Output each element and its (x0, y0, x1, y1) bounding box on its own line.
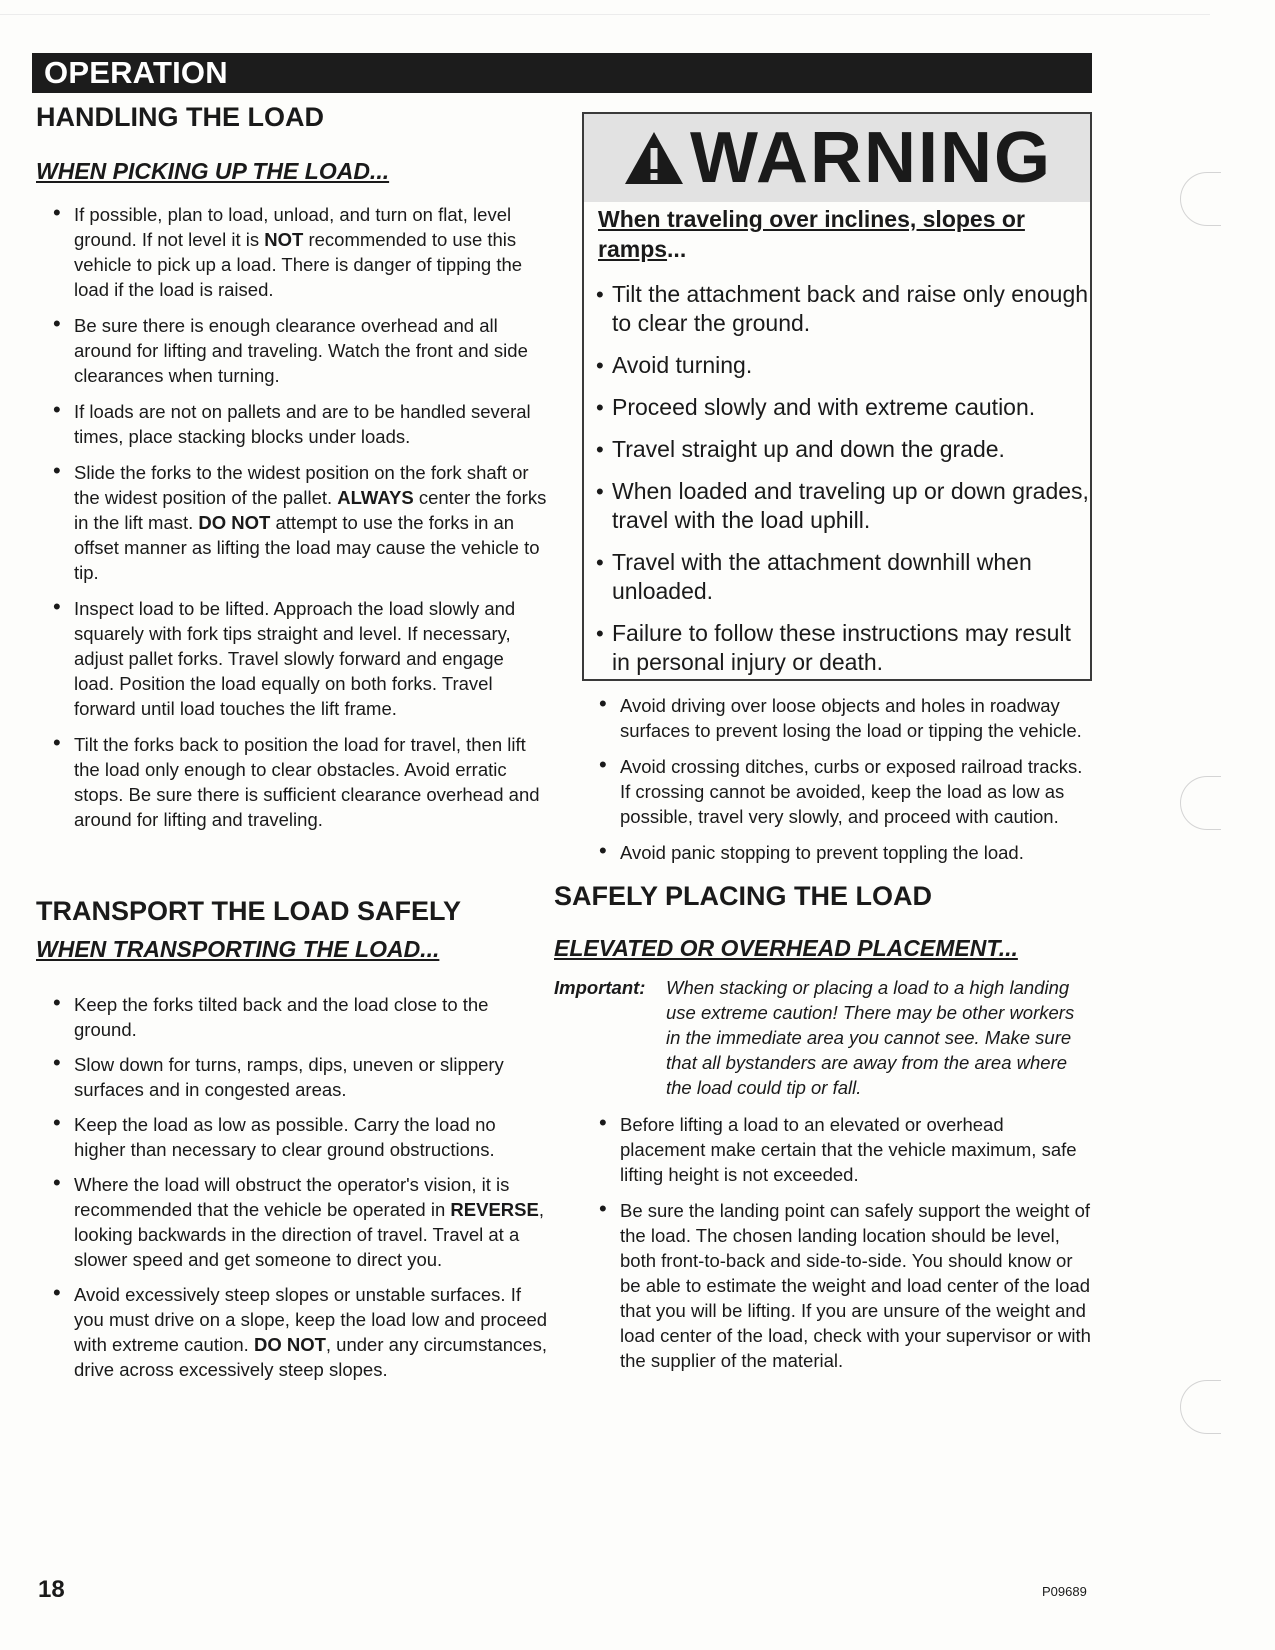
heading-handling-load: HANDLING THE LOAD (36, 102, 324, 132)
subheading-elevated-placement: ELEVATED OR OVERHEAD PLACEMENT... (554, 935, 1018, 961)
binder-hole (1180, 776, 1221, 830)
section-banner (32, 53, 1092, 93)
important-label: Important: (554, 977, 646, 998)
list-driving-cautions (582, 693, 1092, 865)
text: Inspect load to be lifted. Approach the load slowly and squarely with fork tips straight and level. If necessary, adjust pallet forks. Travel slowly forward and engage load. Position the load equally on both forks. Travel forward until load touches the lift frame. (74, 598, 516, 719)
warning-list-item: • Tilt the attachment back and raise only enough to clear the ground. (584, 280, 1090, 338)
text: Before lifting a load to an elevated or overhead placement make certain that the vehicle maximum, safe lifting height is not exceeded. (620, 1114, 1077, 1185)
text: Slide the forks to the widest position on the fork shaft or the widest position of the pallet. (74, 462, 529, 508)
text: Keep the forks tilted back and the load close to the ground. (74, 994, 489, 1040)
list-item (36, 992, 548, 1042)
bold-text: REVERSE (450, 1199, 539, 1220)
binder-hole (1180, 172, 1221, 226)
text: attempt to use the forks in an offset manner as lifting the load may cause the vehicle to tip. (74, 512, 540, 583)
text: Be sure there is enough clearance overhead and all around for lifting and traveling. Watch the front and side clearances when turning. (74, 315, 528, 386)
list-transporting (36, 992, 548, 1382)
warning-subheading-underlined: When traveling over inclines, slopes or ramps (598, 206, 1025, 262)
text: Avoid excessively steep slopes or unstable surfaces. If you must drive on a slope, keep the load low and proceed with extreme caution. (74, 1284, 548, 1355)
list-item (36, 732, 548, 832)
bold-text: ALWAYS (337, 487, 414, 508)
warning-title: WARNING (690, 118, 1052, 198)
list-item (582, 1112, 1092, 1187)
warning-list-item: • Avoid turning. (584, 351, 1090, 380)
important-text: When stacking or placing a load to a high landing use extreme caution! There may be other workers in the immediate area you cannot see. Make sure that all bystanders are away from the area where the load could tip or fall. (666, 977, 1075, 1098)
document-code: P09689 (1042, 1584, 1087, 1599)
left-column (36, 100, 548, 1382)
text: Tilt the forks back to position the load for travel, then lift the load only enough to clear obstacles. Avoid erratic stops. Be sure there is sufficient clearance overhead and around for lifting and traveling. (74, 734, 540, 830)
list-item (36, 596, 548, 721)
list-placement (582, 1112, 1092, 1373)
text: Avoid crossing ditches, curbs or exposed railroad tracks. If crossing cannot be avoided, keep the load as low as possible, travel very slowly, and proceed with caution. (620, 756, 1083, 827)
warning-subheading (598, 204, 1076, 264)
warning-subheading-ellipsis: ... (667, 236, 687, 262)
binder-hole (1180, 1380, 1221, 1434)
list-item (582, 840, 1092, 865)
text: Keep the load as low as possible. Carry the load no higher than necessary to clear ground obstructions. (74, 1114, 496, 1160)
text: If loads are not on pallets and are to be handled several times, place stacking blocks under loads. (74, 401, 531, 447)
text: , looking backwards in the direction of travel. Travel at a slower speed and get someone to direct you. (74, 1199, 544, 1270)
list-item (582, 693, 1092, 743)
list-item (36, 1112, 548, 1162)
list-picking-up (36, 202, 548, 832)
bold-text: DO NOT (253, 1334, 326, 1355)
list-item (582, 754, 1092, 829)
warning-list-item: • When loaded and traveling up or down grades, travel with the load uphill. (584, 477, 1090, 535)
list-item (36, 1282, 548, 1382)
text: recommended to use this vehicle to pick up a load. There is danger of tipping the load if the load is raised. (74, 229, 523, 300)
warning-triangle-icon (622, 128, 686, 188)
warning-list-item: • Proceed slowly and with extreme caution. (584, 393, 1090, 422)
warning-header (584, 114, 1090, 202)
list-item (36, 1052, 548, 1102)
warning-box (582, 112, 1092, 681)
list-item (582, 1198, 1092, 1373)
list-item (36, 202, 548, 302)
bold-text: NOT (264, 229, 304, 250)
text: Avoid panic stopping to prevent toppling the load. (620, 842, 1024, 863)
subheading-picking-up: WHEN PICKING UP THE LOAD... (36, 158, 390, 184)
banner-title: OPERATION (44, 55, 228, 90)
text: Avoid driving over loose objects and holes in roadway surfaces to prevent losing the load or tipping the vehicle. (620, 695, 1082, 741)
list-item (36, 460, 548, 585)
heading-transport-load: TRANSPORT THE LOAD SAFELY (36, 896, 462, 926)
list-item (36, 313, 548, 388)
bold-text: DO NOT (198, 512, 271, 533)
text: center the forks in the lift mast. (74, 487, 547, 533)
warning-list (584, 280, 1090, 677)
warning-list-item: • Travel with the attachment downhill when unloaded. (584, 548, 1090, 606)
subheading-transporting: WHEN TRANSPORTING THE LOAD... (36, 936, 440, 962)
heading-safely-placing: SAFELY PLACING THE LOAD (554, 881, 933, 911)
page-number: 18 (38, 1576, 65, 1603)
right-column (554, 112, 1092, 1373)
list-item (36, 1172, 548, 1272)
important-note (554, 975, 1092, 1100)
list-item (36, 399, 548, 449)
text: Where the load will obstruct the operator's vision, it is recommended that the vehicle be operated in (74, 1174, 510, 1220)
warning-list-item: • Failure to follow these instructions may result in personal injury or death. (584, 619, 1090, 677)
text: If possible, plan to load, unload, and turn on flat, level ground. If not level it is (74, 204, 512, 250)
text: , under any circumstances, drive across excessively steep slopes. (74, 1334, 547, 1380)
text: Be sure the landing point can safely support the weight of the load. The chosen landing location should be level, both front-to-back and side-to-side. You should know or be able to estimate the weight and load center of the load that you will be lifting. If you are unsure of the weight and load center of the load, check with your supervisor or with the supplier of the material. (620, 1200, 1091, 1371)
page-top-edge (0, 14, 1210, 15)
text: Slow down for turns, ramps, dips, uneven or slippery surfaces and in congested areas. (74, 1054, 504, 1100)
warning-list-item: • Travel straight up and down the grade. (584, 435, 1090, 464)
